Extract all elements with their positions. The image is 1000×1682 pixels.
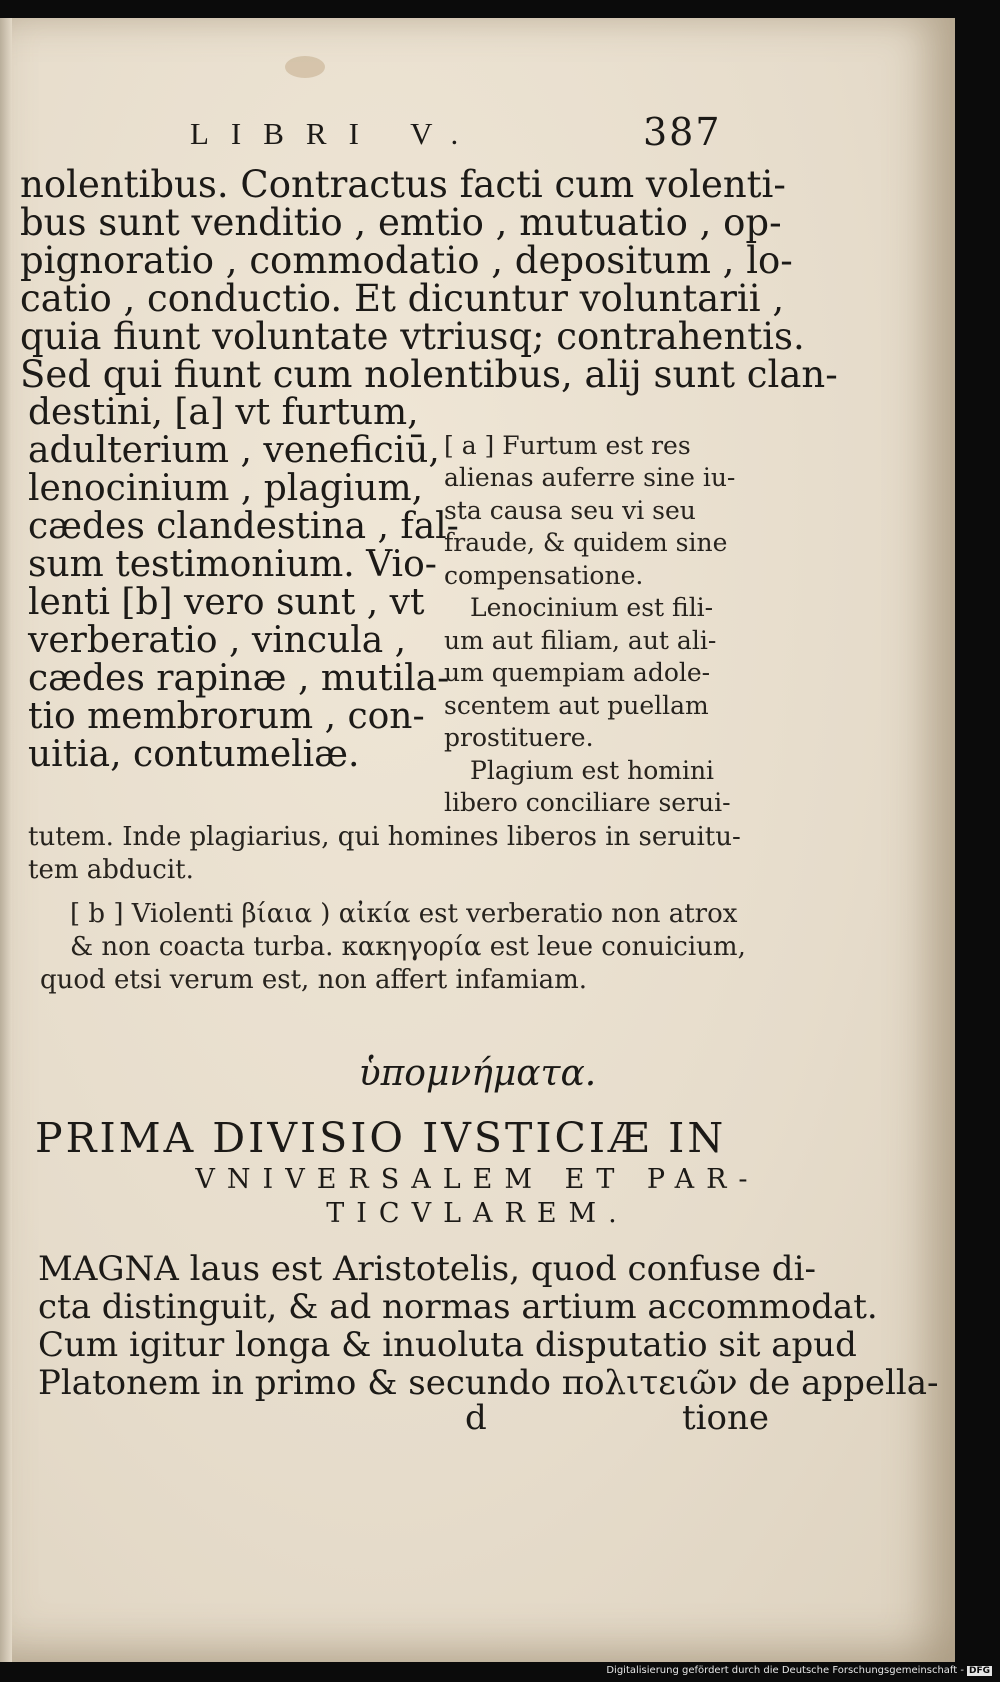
page-number: 387 bbox=[643, 110, 722, 154]
signature-mark: d bbox=[465, 1398, 487, 1438]
column-line: lenocinium , plagium, bbox=[28, 468, 424, 509]
footnote-line: [ b ] Violenti βίαια ) αἰκία est verberatio non atrox bbox=[70, 899, 738, 929]
main-line: Sed qui fiunt cum nolentibus, alij sunt clan- bbox=[20, 353, 838, 396]
body-line: cta distinguit, & ad normas artium accommodat. bbox=[38, 1287, 878, 1327]
main-line: nolentibus. Contractus facti cum volenti- bbox=[20, 163, 786, 206]
credit-text: Digitalisierung gefördert durch die Deutsche Forschungsgemeinschaft - bbox=[606, 1665, 964, 1676]
book-page bbox=[0, 18, 955, 1662]
side-note-line: um quempiam adole- bbox=[444, 658, 711, 687]
side-note-line: prostituere. bbox=[444, 723, 594, 752]
section-title-line-3: TICVLAREM. bbox=[326, 1198, 629, 1229]
column-line: tio membrorum , con- bbox=[28, 696, 425, 737]
dfg-logo: DFG bbox=[968, 1666, 990, 1676]
main-line: quia fiunt voluntate vtriusq; contrahentis. bbox=[20, 315, 805, 358]
main-line: bus sunt venditio , emtio , mutuatio , op- bbox=[20, 201, 782, 244]
side-note-line: Lenocinium est fili- bbox=[470, 593, 714, 622]
body-line: Platonem in primo & secundo πολιτειῶν de appella- bbox=[38, 1363, 939, 1403]
side-note-line: libero conciliare serui- bbox=[444, 788, 731, 817]
section-title-line-2: VNIVERSALEM ET PAR- bbox=[195, 1164, 760, 1195]
catchword: tione bbox=[682, 1398, 770, 1438]
paper-stain bbox=[285, 56, 325, 78]
footnote-line: quod etsi verum est, non affert infamiam. bbox=[40, 965, 588, 995]
column-line: lenti [b] vero sunt , vt bbox=[28, 582, 425, 623]
side-note-line: sta causa seu vi seu bbox=[444, 496, 696, 525]
side-note-line: [ a ] Furtum est res bbox=[444, 431, 691, 460]
footnote-line: & non coacta turba. κακηγορία est leue conuicium, bbox=[70, 932, 746, 962]
column-line: uitia, contumeliæ. bbox=[28, 734, 360, 775]
side-note-line: um aut filiam, aut ali- bbox=[444, 626, 717, 655]
side-note-line: Plagium est homini bbox=[470, 756, 715, 785]
side-note-line: fraude, & quidem sine bbox=[444, 528, 728, 557]
column-line: cædes clandestina , fal- bbox=[28, 506, 459, 547]
column-line: sum testimonium. Vio- bbox=[28, 544, 437, 585]
side-note-line: scentem aut puellam bbox=[444, 691, 709, 720]
main-line: catio , conductio. Et dicuntur voluntarii , bbox=[20, 277, 785, 320]
main-line: pignoratio , commodatio , depositum , lo- bbox=[20, 239, 793, 282]
page-gutter bbox=[0, 18, 12, 1662]
running-head: LIBRI V. bbox=[190, 116, 481, 151]
note-continuation-line: tem abducit. bbox=[28, 855, 194, 885]
body-line: MAGNA laus est Aristotelis, quod confuse di- bbox=[38, 1249, 816, 1289]
digitization-credit bbox=[606, 1665, 992, 1676]
side-note-line: alienas auferre sine iu- bbox=[444, 463, 736, 492]
column-line: adulterium , veneficiū, bbox=[28, 430, 440, 471]
side-note-line: compensatione. bbox=[444, 561, 644, 590]
column-line: destini, [a] vt furtum, bbox=[28, 392, 419, 433]
column-line: verberatio , vincula , bbox=[28, 620, 407, 661]
note-continuation-line: tutem. Inde plagiarius, qui homines liberos in seruitu- bbox=[28, 822, 741, 852]
greek-heading: ὑπομνήματα. bbox=[358, 1053, 597, 1094]
section-title-line-1: PRIMA DIVISIO IVSTICIÆ IN bbox=[35, 1114, 727, 1162]
body-line: Cum igitur longa & inuoluta disputatio sit apud bbox=[38, 1325, 857, 1365]
column-line: cædes rapinæ , mutila- bbox=[28, 658, 450, 699]
